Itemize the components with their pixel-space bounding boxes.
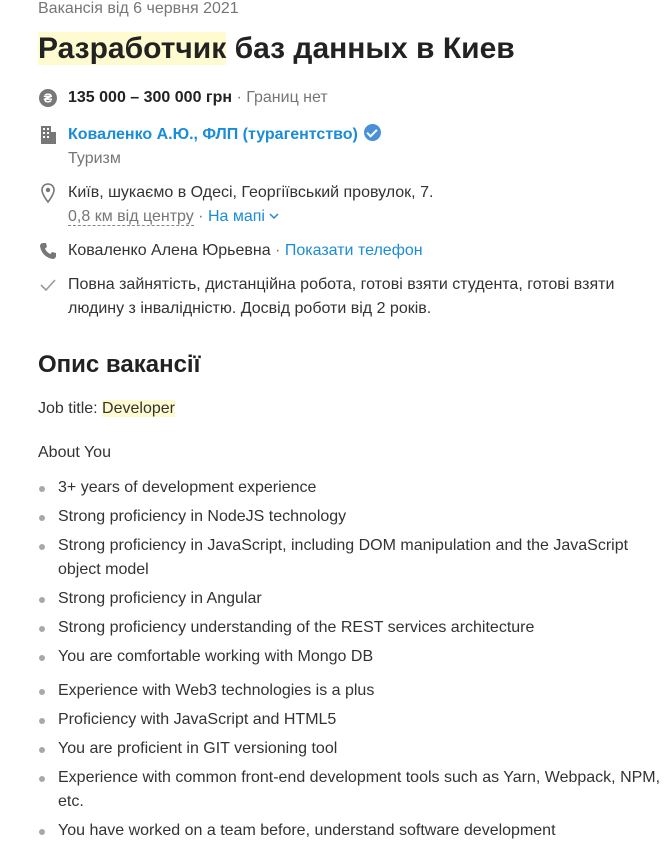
list-item: You have worked on a team before, understand software development [38,819,664,843]
location-row: Київ, шукаємо в Одесі, Георгіївський провулок, 7. 0,8 км від центру · На мапі [38,181,433,229]
conditions-row [38,273,614,321]
chevron-down-icon [269,212,279,220]
list-item: Experience with common front-end development tools such as Yarn, Webpack, NPM, etc. [38,766,664,814]
list-item: Strong proficiency in JavaScript, including DOM manipulation and the JavaScript object model [38,534,664,582]
list-item: Strong proficiency in NodeJS technology [38,505,664,529]
title-highlight: Разработчик [38,32,227,65]
salary-amount: 135 000 – 300 000 грн [68,89,233,106]
conditions-text-2: людину з інвалідністю. Досвід роботи від 2 років. [68,300,432,317]
location-pin-icon [38,181,58,205]
location-address: Київ, шукаємо в Одесі, Георгіївський провулок, 7. [68,184,434,201]
company-industry: Туризм [68,150,121,167]
distance-link[interactable]: 0,8 км від центру [68,208,194,225]
map-link[interactable]: На мапі [208,208,279,225]
list-item: You are proficient in GIT versioning tool [38,737,664,761]
page-title [38,30,515,68]
company-link[interactable]: Коваленко А.Ю., ФЛП (турагентство) [68,126,358,143]
salary-note: Границ нет [246,89,328,106]
description-heading: Опис вакансії [38,351,201,378]
list-item: 3+ years of development experience [38,476,664,500]
title-rest: баз данных в Киев [226,32,515,65]
verified-icon [364,124,381,141]
phone-icon [38,239,58,263]
company-row [38,123,381,171]
svg-text:₴: ₴ [43,90,53,106]
job-title-value: Developer [102,400,175,417]
job-title-line: Job title: Developer [38,400,175,417]
about-you-label: About You [38,444,111,461]
requirements-list [38,476,664,848]
hryvnia-icon [38,86,58,110]
list-item: Strong proficiency in Angular [38,587,664,611]
contact-name: Коваленко Алена Юрьевна [68,242,271,259]
list-item: You are comfortable working with Mongo DB [38,645,664,669]
show-phone-link[interactable]: Показати телефон [284,242,423,259]
list-item: Strong proficiency understanding of the REST services architecture [38,616,664,640]
contact-row: Коваленко Алена Юрьевна · Показати телефон [38,239,423,263]
checkmark-icon [38,273,58,297]
building-icon [38,123,58,147]
list-item: Proficiency with JavaScript and HTML5 [38,708,664,732]
conditions-text-1: Повна зайнятість, дистанційна робота, готові взяти студента, готові взяти [68,276,615,293]
list-item: Experience with Web3 technologies is a plus [38,679,664,703]
salary-row: ₴ 135 000 – 300 000 грн · Границ нет [38,86,328,110]
posted-date: Вакансія від 6 червня 2021 [38,0,239,17]
